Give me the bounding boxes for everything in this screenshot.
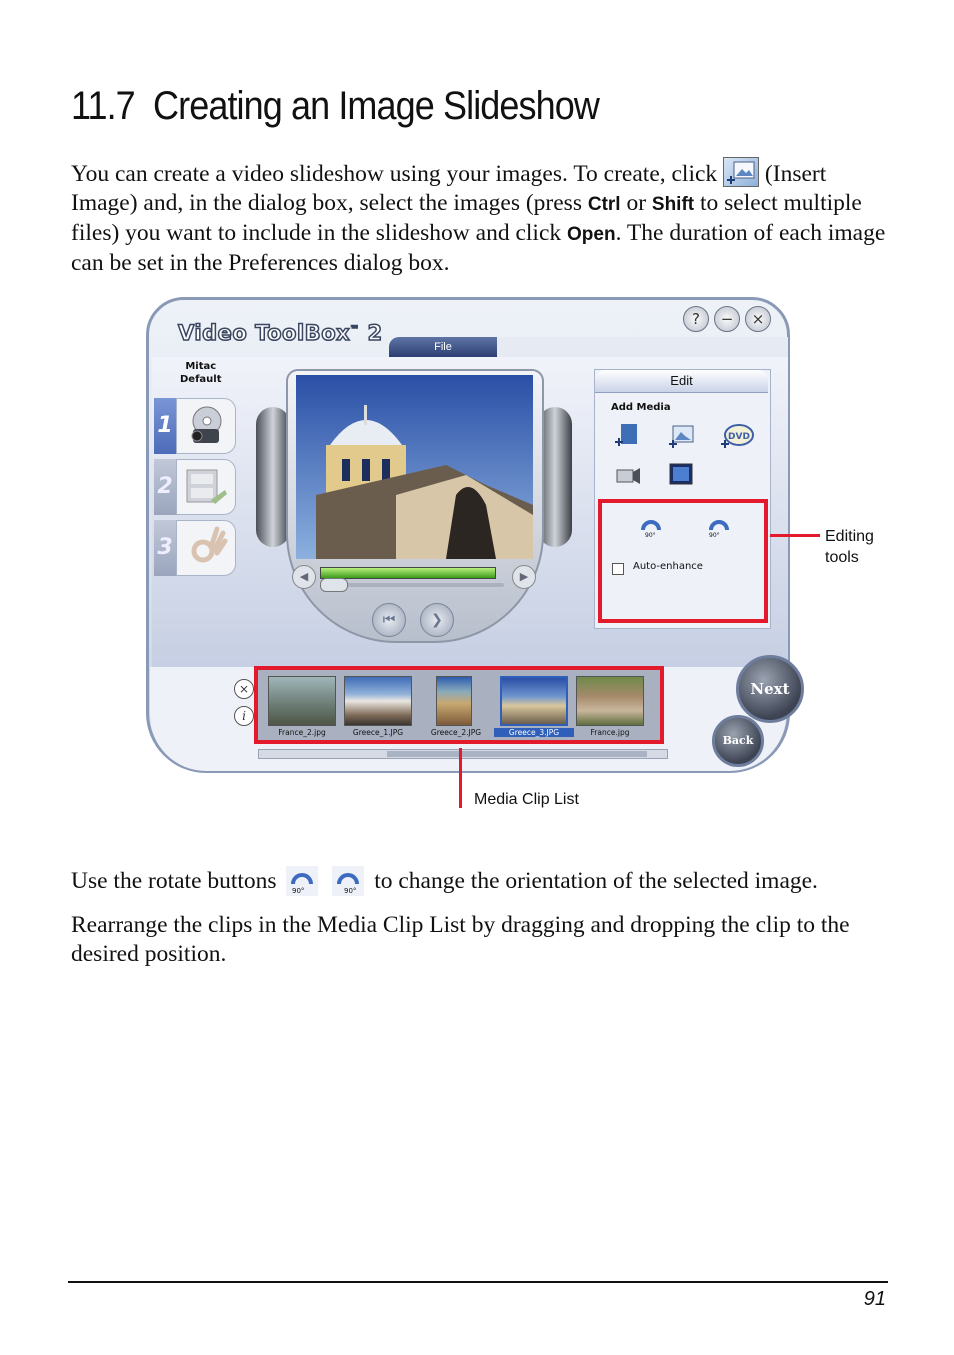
svg-text:90°: 90°	[645, 532, 656, 538]
key-open: Open	[567, 224, 616, 245]
clip-info-icon[interactable]: i	[234, 706, 254, 726]
insert-image-icon	[723, 157, 759, 187]
auto-enhance-label: Auto-enhance	[633, 561, 703, 572]
section-number: 11.7	[71, 84, 135, 128]
step-3-finish[interactable]: 3	[154, 520, 236, 576]
capture-camera-icon[interactable]	[613, 462, 641, 488]
rotate-paragraph	[71, 866, 886, 896]
insert-dvd-icon[interactable]	[719, 422, 755, 448]
editing-tools-callout: Editing tools	[825, 528, 874, 566]
clip-thumbnail	[576, 676, 644, 726]
intro-text-4: . The duration of each image can be set in the Preferences dialog box.	[71, 220, 886, 276]
previous-button[interactable]: ⏮	[372, 603, 406, 637]
profile-label: Mitac Default	[180, 361, 222, 385]
clip-name: France.jpg	[590, 728, 630, 737]
clip-item[interactable]	[500, 676, 568, 736]
clip-list-scrollbar[interactable]	[258, 749, 668, 759]
edit-tab[interactable]: Edit	[595, 370, 768, 393]
intro-text-2: (Insert Image) and, in the dialog box, select the images (press	[71, 161, 827, 216]
intro-text-1: You can create a video slideshow using your images. To create, click	[71, 161, 718, 187]
preview-image	[296, 375, 533, 559]
seek-handle[interactable]	[320, 578, 348, 592]
section-heading	[71, 84, 599, 129]
ok-hand-icon	[177, 521, 235, 575]
clip-item[interactable]	[430, 676, 482, 737]
rotate-text-before: Use the rotate buttons	[71, 868, 277, 894]
help-button[interactable]: ?	[683, 306, 709, 332]
clip-thumbnail	[436, 676, 472, 726]
svg-text:90°: 90°	[709, 532, 720, 538]
intro-or: or	[626, 190, 647, 216]
key-shift: Shift	[651, 194, 695, 215]
step-1-capture[interactable]: 1	[154, 398, 236, 454]
play-next-button[interactable]: ❯	[420, 603, 454, 637]
clip-thumbnail	[268, 676, 336, 726]
svg-text:90°: 90°	[292, 887, 305, 895]
rotate-text-after: to change the orientation of the selected image.	[374, 868, 818, 894]
key-ctrl: Ctrl	[587, 194, 621, 215]
media-clip-list-callout-line	[459, 748, 462, 808]
video-toolbox-window	[146, 297, 808, 775]
clip-name: Greece_2.JPG	[430, 728, 482, 737]
rewind-button[interactable]: ◀	[292, 565, 316, 589]
remove-clip-icon[interactable]: ×	[234, 679, 254, 699]
clip-name: Greece_3.JPG	[494, 728, 574, 737]
rotate-left-inline-icon	[286, 866, 318, 896]
minimize-button[interactable]: −	[714, 306, 740, 332]
intro-text-3: to select multiple files) you want to include in the slideshow and click	[71, 190, 862, 246]
editing-tools-callout-line	[770, 534, 820, 537]
app-logo: Video ToolBox™ 2	[178, 321, 383, 345]
tab-bar	[497, 337, 788, 359]
intro-paragraph	[71, 157, 886, 278]
scrollbar-thumb[interactable]	[387, 751, 647, 757]
step-2-edit[interactable]: 2	[154, 459, 236, 515]
film-edit-icon	[177, 460, 235, 514]
footer-rule	[68, 1281, 888, 1283]
clip-name: France_2.jpg	[278, 728, 326, 737]
auto-enhance-checkbox[interactable]	[612, 563, 624, 575]
rotate-right-icon[interactable]	[707, 516, 731, 538]
next-button[interactable]: Next	[736, 655, 804, 723]
clip-item[interactable]	[268, 676, 336, 736]
file-tab[interactable]: File	[389, 337, 497, 357]
media-clip-list	[254, 666, 664, 744]
forward-button[interactable]: ▶	[512, 565, 536, 589]
rotate-right-inline-icon	[332, 866, 364, 896]
clip-thumbnail	[500, 676, 568, 726]
clip-item[interactable]	[344, 676, 412, 736]
playback-progress	[320, 567, 496, 579]
capture-screen-icon[interactable]	[667, 462, 695, 488]
clip-name: Greece_1.JPG	[352, 728, 404, 737]
left-speaker	[256, 407, 290, 547]
section-title: Creating an Image Slideshow	[153, 84, 599, 128]
insert-image-button-icon[interactable]	[667, 422, 695, 448]
svg-text:DVD: DVD	[728, 432, 750, 442]
svg-text:90°: 90°	[344, 887, 357, 895]
back-button[interactable]: Back	[712, 715, 764, 767]
rotate-left-icon[interactable]	[639, 516, 663, 538]
clip-item[interactable]	[576, 676, 644, 736]
media-clip-list-callout: Media Clip List	[474, 791, 579, 808]
clip-thumbnail	[344, 676, 412, 726]
close-button[interactable]: ×	[745, 306, 771, 332]
add-media-label: Add Media	[611, 402, 671, 413]
camcorder-icon	[177, 399, 235, 453]
rearrange-paragraph: Rearrange the clips in the Media Clip List by dragging and dropping the clip to the desired position.	[71, 912, 850, 967]
page-number: 91	[863, 1288, 886, 1310]
insert-video-icon[interactable]	[613, 422, 641, 448]
